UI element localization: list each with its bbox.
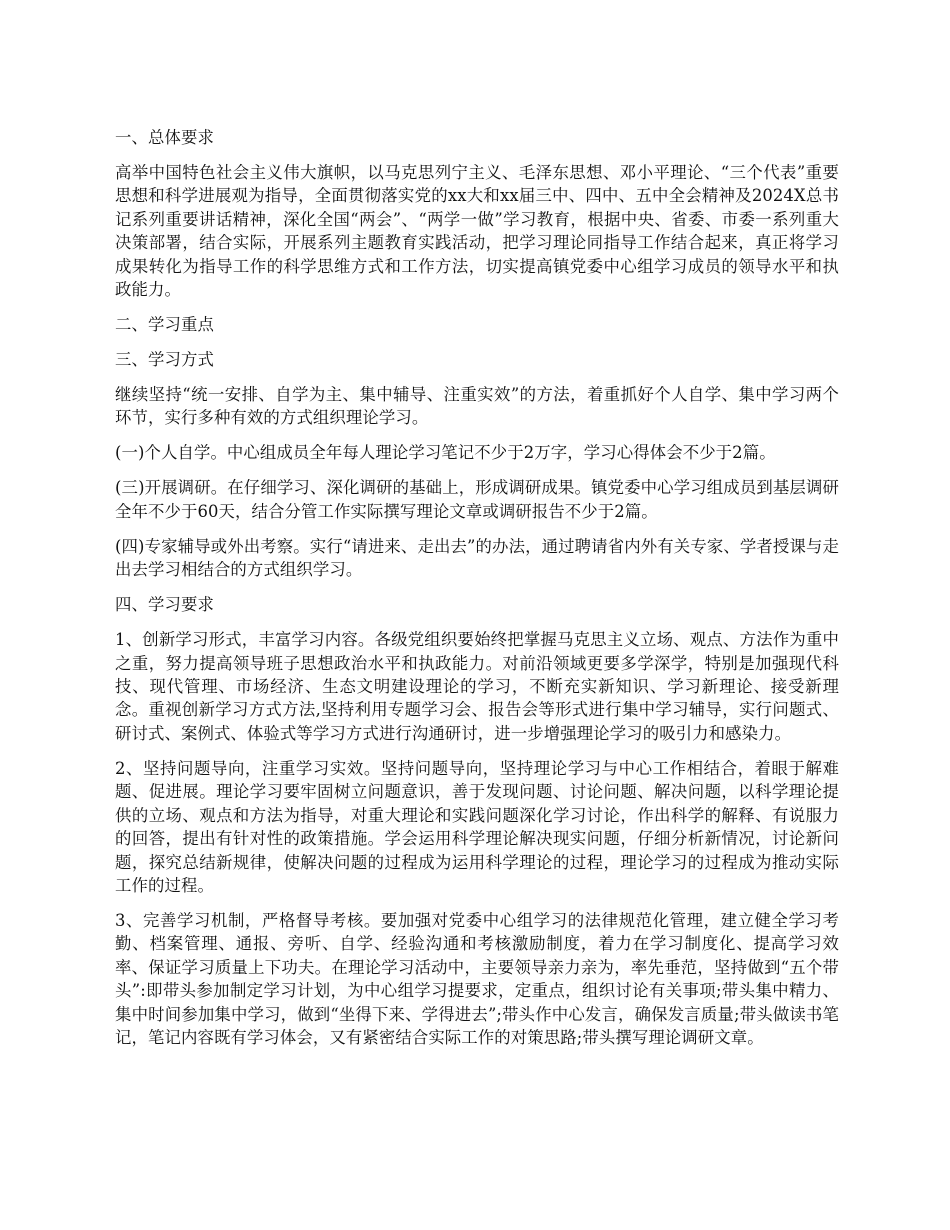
paragraph-requirement-2: 2、坚持问题导向，注重学习实效。坚持问题导向，坚持理论学习与中心工作相结合，着眼于解难题、促进展。理论学习要牢固树立问题意识，善于发现问题、讨论问题、解决问题，以科学理论提供的立场、观点和方法为指导，对重大理论和实践问题深化学习讨论，作出科学的解释、有说服力的回答，提出有针对性的政策措施。学会运用科学理论解决现实问题，仔细分析新情况，讨论新问题，探究总结新规律，使解决问题的过程成为运用科学理论的过程，理论学习的过程成为推动实际工作的过程。 (115, 758, 839, 895)
section-heading-study-focus: 二、学习重点 (115, 315, 214, 335)
section-heading-general-requirements: 一、总体要求 (115, 128, 214, 147)
paragraph-requirement-3: 3、完善学习机制，严格督导考核。要加强对党委中心组学习的法律规范化管理，建立健全学习考勤、档案管理、通报、旁听、自学、经验沟通和考核激励制度，着力在学习制度化、提高学习效率、保证学习质量上下功夫。在理论学习活动中，主要领导亲力亲为，率先垂范，坚持做到“五个带头”:即带头参加制定学习计划，为中心组学习提要求，定重点，组织讨论有关事项;带头集中精力、集中时间参加集中学习，做到“坐得下来、学得进去”;带头作中心发言，确保发言质量;带头做读书笔记，笔记内容既有学习体会，又有紧密结合实际工作的对策思路;带头撰写理论调研文章。 (115, 910, 839, 1047)
section-heading-study-requirements: 四、学习要求 (115, 595, 214, 615)
paragraph-expert-guidance: (四)专家辅导或外出考察。实行“请进来、走出去”的办法，通过聘请省内外有关专家、学者授课与走出去学习相结合的方式组织学习。 (115, 536, 839, 580)
paragraph-guiding-thought: 高举中国特色社会主义伟大旗帜，以马克思列宁主义、毛泽东思想、邓小平理论、“三个代表”重要思想和科学进展观为指导，全面贯彻落实党的xx大和xx届三中、四中、五中全会精神及2024X总书记系列重要讲话精神，深化全国“两会”、“两学一做”学习教育，根据中央、省委、市委一系列重大决策部署，结合实际，开展系列主题教育实践活动，把学习理论同指导工作结合起来，真正将学习成果转化为指导工作的科学思维方式和工作方法，切实提高镇党委中心组学习成员的领导水平和执政能力。 (115, 163, 839, 300)
document-body (115, 126, 839, 1061)
paragraph-study-method-overview: 继续坚持“统一安排、自学为主、集中辅导、注重实效”的方法，着重抓好个人自学、集中学习两个环节，实行多种有效的方式组织理论学习。 (115, 385, 839, 428)
paragraph-research: (三)开展调研。在仔细学习、深化调研的基础上，形成调研成果。镇党委中心学习组成员到基层调研全年不少于60天，结合分管工作实际撰写理论文章或调研报告不少于2篇。 (115, 478, 839, 521)
section-heading-study-methods: 三、学习方式 (115, 350, 214, 370)
paragraph-self-study: (一)个人自学。中心组成员全年每人理论学习笔记不少于2万字，学习心得体会不少于2篇。 (115, 443, 776, 463)
paragraph-requirement-1: 1、创新学习形式，丰富学习内容。各级党组织要始终把掌握马克思主义立场、观点、方法作为重中之重，努力提高领导班子思想政治水平和执政能力。对前沿领域更要多学深学，特别是加强现代科技、现代管理、市场经济、生态文明建设理论的学习，不断充实新知识、学习新理论、接受新理念。重视创新学习方式方法,坚持利用专题学习会、报告会等形式进行集中学习辅导，实行问题式、研讨式、案例式、体验式等学习方式进行沟通研讨，进一步增强理论学习的吸引力和感染力。 (115, 630, 839, 743)
